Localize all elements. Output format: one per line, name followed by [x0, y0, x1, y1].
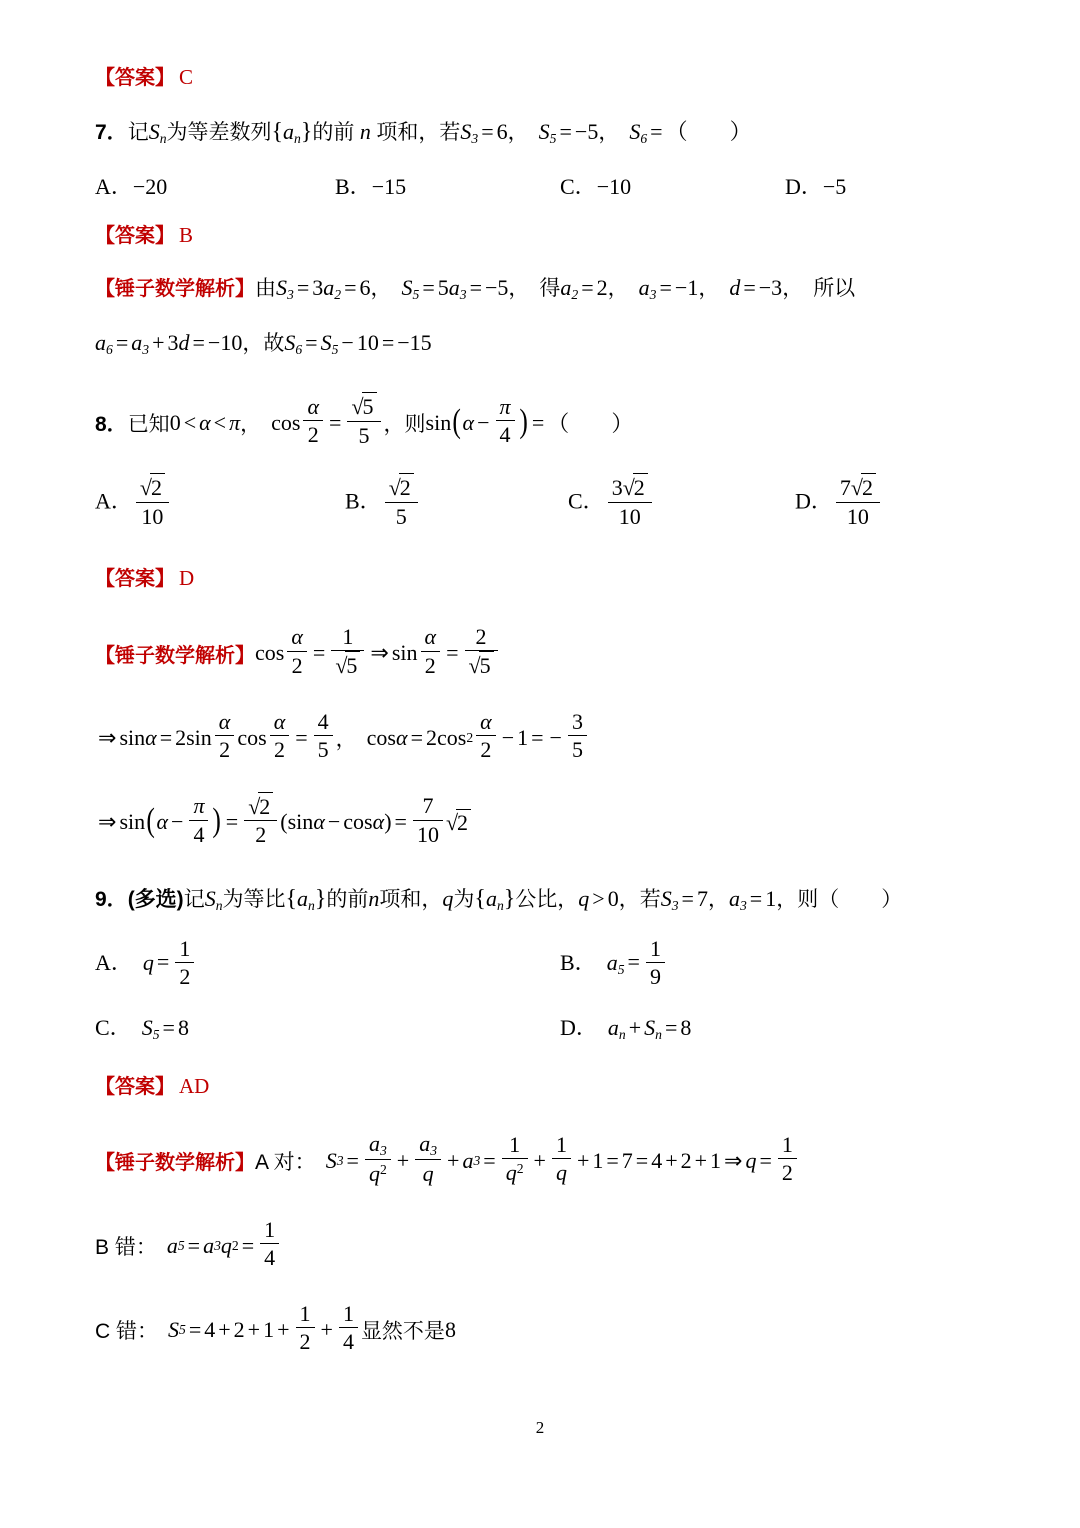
option-d-q7[interactable]: D．−5 [785, 173, 847, 199]
page-number: 2 [535, 1418, 545, 1437]
answer-value-q8: D [179, 566, 195, 591]
option-c-q8[interactable]: C． $\frac{3√2}{10}$ [568, 475, 655, 532]
option-a-q8[interactable]: A． $\frac{√2}{10}$ [95, 475, 172, 532]
question-8-number: 8． [95, 412, 128, 436]
answer-label: 【答案】 [95, 224, 175, 247]
analysis-q9-a: 【锤子数学解析】 A 对： S 3 = $\frac{a_3}{q^2}$ + $\frac{a_3}{q}$ + a 3 = $\frac{1}{q^2}$ + $\frac{1}{q}$ + 1 = 7 = 4 + 2 + 1 ⇒ q = $\frac{1}{2}$ [95, 1132, 995, 1190]
question-8-stem: 8． 已知 0 < α < π ， cos $\frac{\alpha}{2}$ = $\frac{√5}{5}$ ， 则 sin ( α − $\frac{\pi}{4}$ ) = （ ） [95, 393, 634, 448]
analysis-label: 【锤子数学解析】 [95, 1152, 255, 1175]
answer-label: 【答案】 [95, 568, 175, 591]
question-7-options [95, 170, 995, 200]
analysis-q8-line1: 【锤子数学解析】 cos $\frac{\alpha}{2}$ = $\frac{1}{√5}$ ⇒ sin $\frac{\alpha}{2}$ = $\frac{2}{√5}$ [95, 625, 995, 682]
analysis-q8-line2: ⇒ sin α = 2 sin $\frac{\alpha}{2}$ cos $\frac{\alpha}{2}$ = $\frac{4}{5}$ ， cos α = 2 cos 2 $\frac{\alpha}{2}$ − 1 = − $\frac{3}{5}$ [95, 710, 995, 766]
question-9-number: 9． [95, 887, 128, 911]
option-c-q7[interactable]: C．−10 [560, 173, 632, 199]
analysis-q9-c: C 错： S 5 = 4 + 2 + 1 + $\frac{1}{2}$ + $\frac{1}{4}$ 显然不是 8 [95, 1300, 456, 1355]
answer-line-q6 [95, 62, 995, 94]
question-8-options [95, 471, 995, 537]
analysis-q7-line2: $a_6 = a_3 + 3d = -10$，故$S_6 = S_5 - 10 = -15$ [95, 329, 432, 357]
option-a-q7[interactable]: A．−20 [95, 173, 168, 199]
question-9-multi-tag: (多选) [127, 887, 184, 911]
option-a-q9[interactable]: A． q = $\frac{1}{2}$ [95, 937, 197, 993]
option-b-q8[interactable]: B． $\frac{√2}{5}$ [345, 475, 421, 532]
answer-line-q8 [95, 563, 995, 595]
page-content [95, 62, 995, 1382]
answer-label: 【答案】 [95, 67, 175, 89]
question-9-options-row2 [95, 1011, 995, 1047]
answer-label: 【答案】 [95, 1075, 175, 1098]
option-b-q9[interactable]: B． $a_5$ = $\frac{1}{9}$ [560, 937, 668, 993]
analysis-q8-line3: ⇒ sin ( α − $\frac{\pi}{4}$ ) = $\frac{√2}{2}$ ( sin α − cos α ) = $\frac{7}{10}$ √2 [95, 794, 995, 851]
option-c-q9[interactable]: C． $S_5 = 8$ [95, 1014, 189, 1042]
question-9-stem: 9．(多选)记$S_n$为等比$\{a_n\}$的前n项和，q为$\{a_n\}$公比，q > 0，若$S_3 = 7$，$a_3 = 1$，则（ ） [95, 885, 903, 913]
analysis-label: 【锤子数学解析】 [95, 644, 255, 667]
answer-value-q6: C [179, 65, 194, 89]
question-9-options-row1 [95, 937, 995, 995]
option-b-q7[interactable]: B．−15 [335, 173, 407, 199]
analysis-q7-line1: 【锤子数学解析】由$S_3 = 3a_2 = 6$， $S_5 = 5a_3 = -5$， 得$a_2 = 2$， $a_3 = -1$， d = −3， 所以 [95, 275, 856, 303]
option-d-q8[interactable]: D． $\frac{7√2}{10}$ [795, 475, 883, 532]
answer-line-q7 [95, 220, 995, 252]
answer-value-q9: AD [179, 1073, 210, 1098]
analysis-q9-b: B 错： a 5 = a 3 q 2 = $\frac{1}{4}$ [95, 1218, 995, 1274]
analysis-label: 【锤子数学解析】 [95, 278, 255, 300]
answer-value-q7: B [179, 222, 194, 247]
answer-line-q9 [95, 1071, 995, 1103]
question-7-number: 7． [95, 120, 128, 144]
option-d-q9[interactable]: D． $a_n + S_n = 8$ [560, 1014, 692, 1042]
question-7-stem: 7．记$S_n$为等差数列$\{a_n\}$的前 n 项和，若$S_3 = 6$， $S_5 = -5$， $S_6$ = （ ） [95, 118, 752, 146]
